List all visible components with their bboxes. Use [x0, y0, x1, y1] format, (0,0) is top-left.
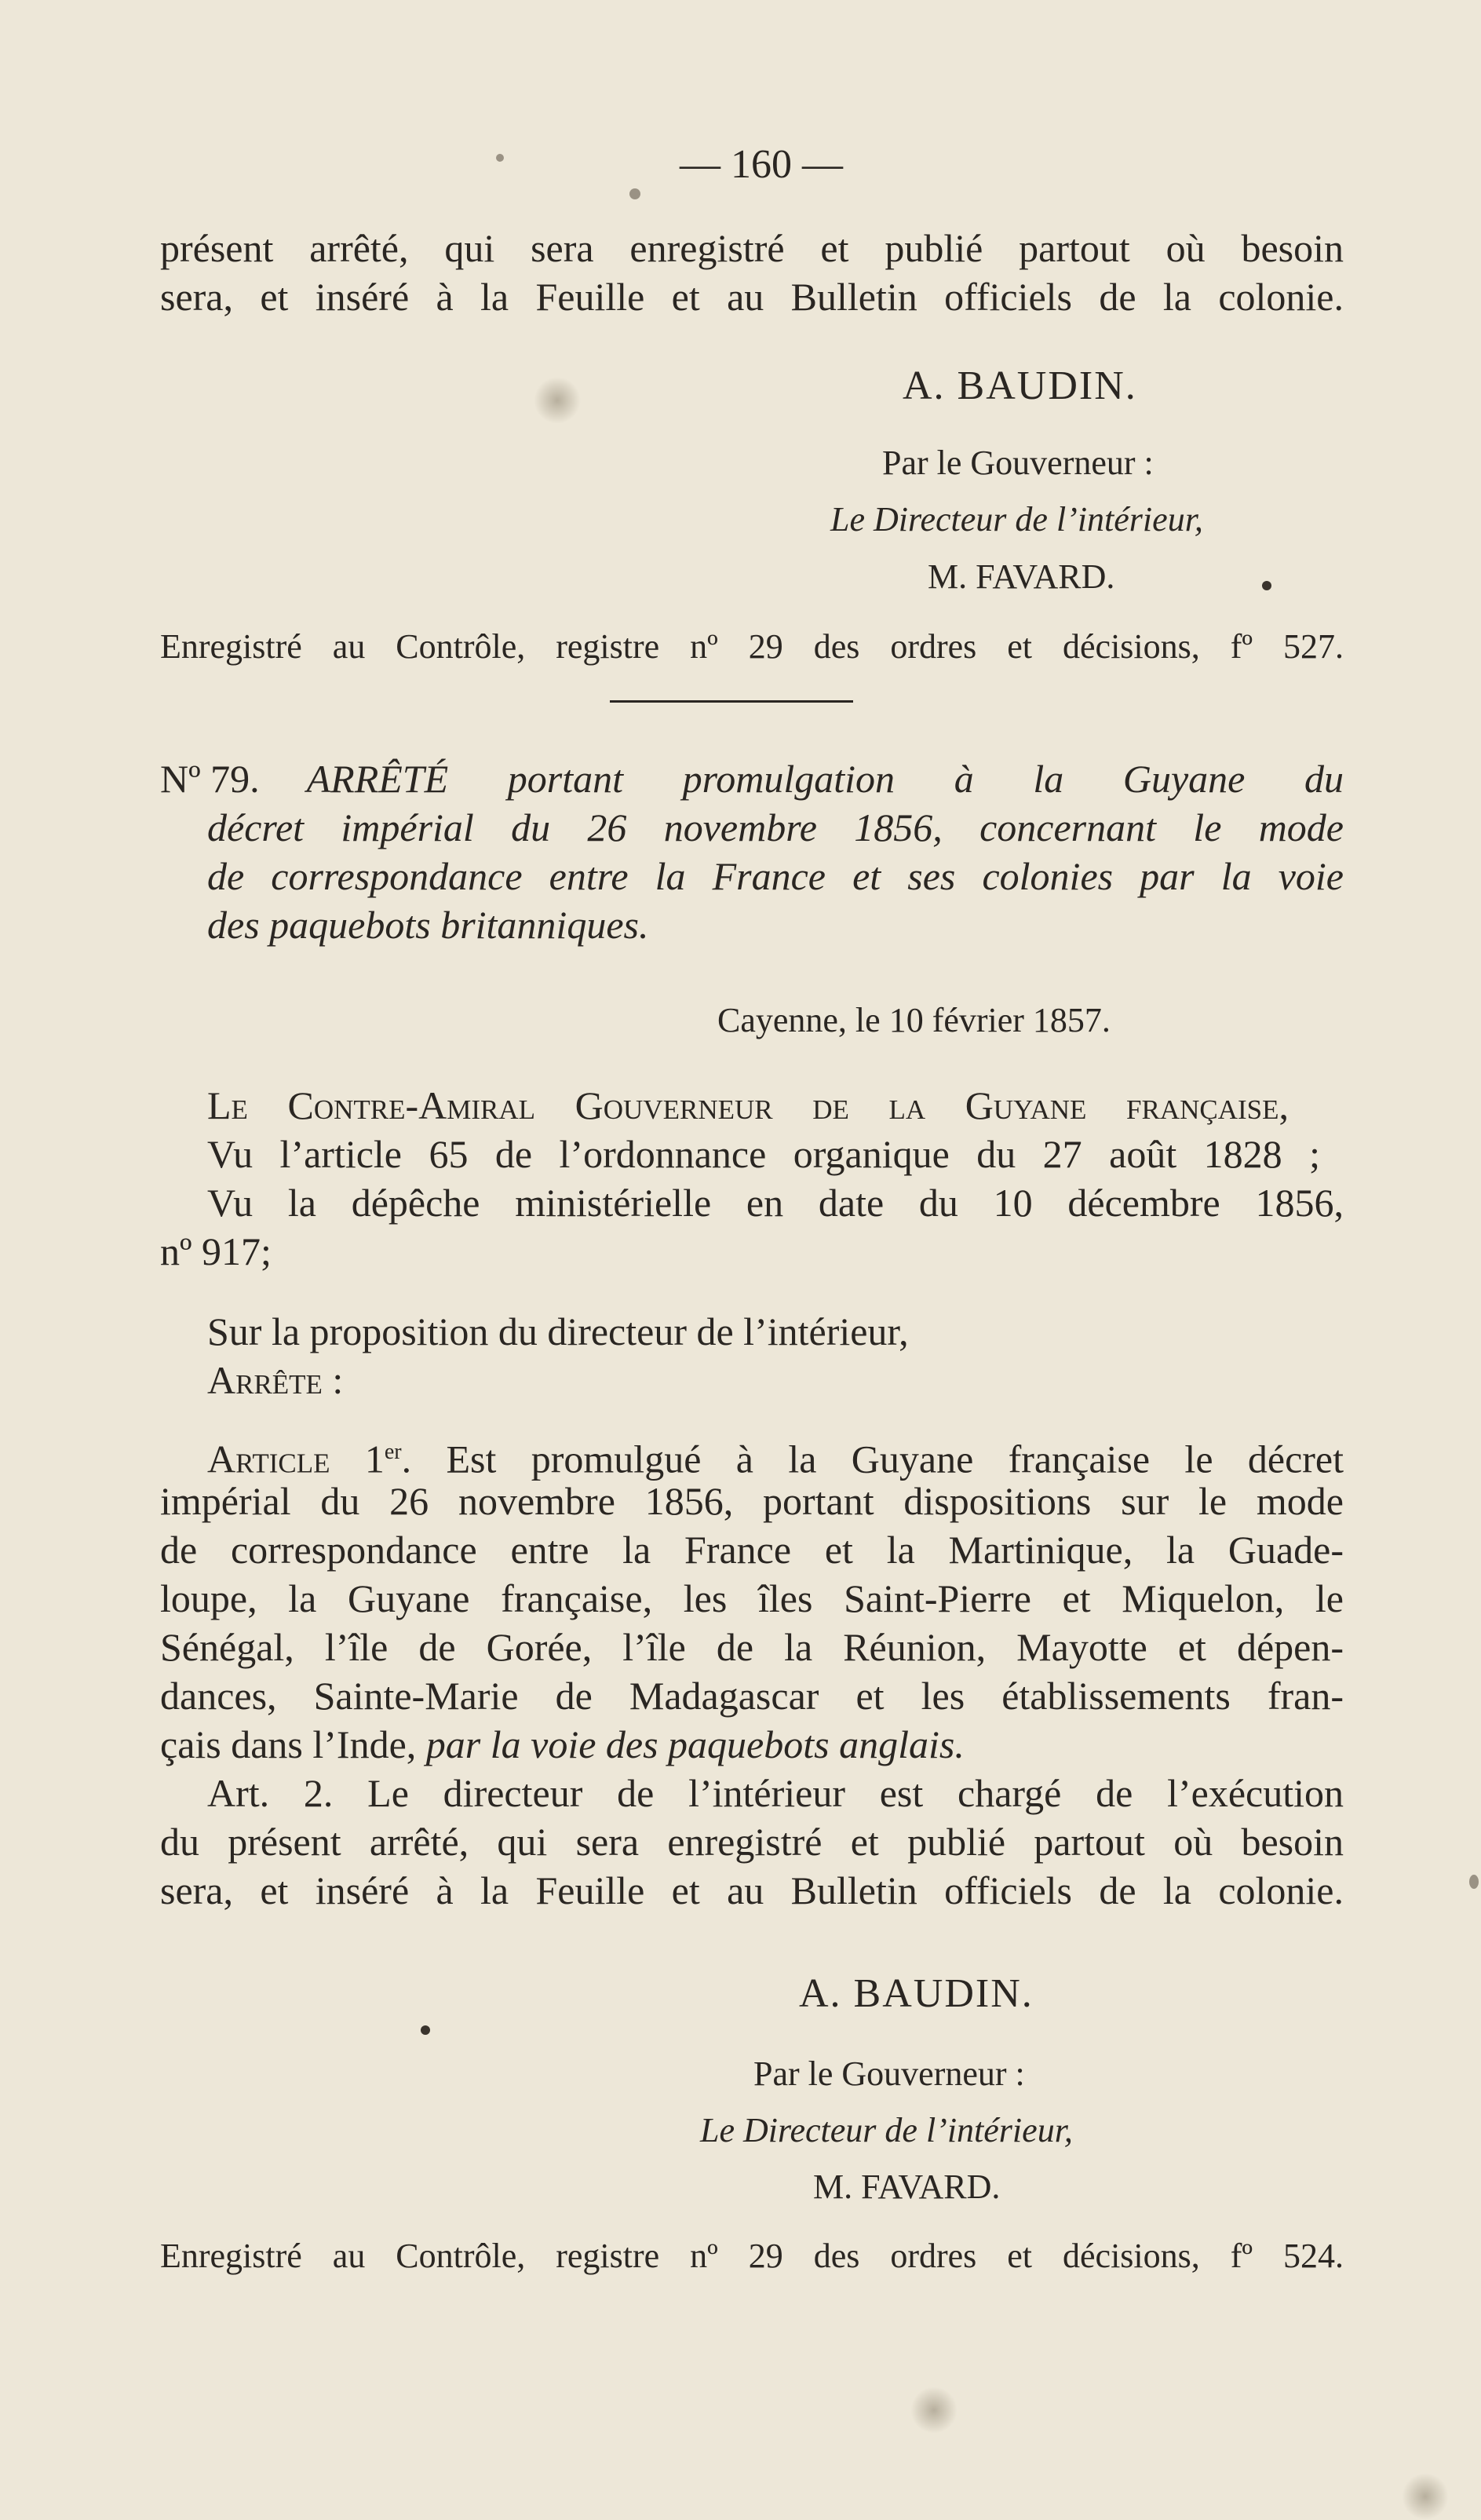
preamble-line: Le Contre-Amiral Gouverneur de la Guyane française,: [207, 1083, 1289, 1127]
director-title: Le Directeur de l’intérieur,: [830, 500, 1203, 539]
article-text: . Est promulgué à la Guyane française le décret: [401, 1437, 1344, 1481]
article-text-italic: par la voie des paquebots anglais.: [425, 1722, 965, 1766]
arrete-heading-text: ARRÊTÉ portant promulgation à la Guyane du: [306, 757, 1344, 801]
article-line: de correspondance entre la France et la Martinique, la Guade-: [160, 1528, 1344, 1572]
arrete-number: Nº 79.: [160, 757, 260, 801]
preamble-line: nº 917;: [160, 1229, 272, 1273]
article-line: [207, 1429, 1344, 1483]
ink-speck: [1469, 1875, 1479, 1889]
paper-stain: [910, 2387, 958, 2434]
preamble-line: Sur la proposition du directeur de l’intérieur,: [207, 1309, 909, 1353]
article-ordinal: er: [384, 1440, 402, 1464]
preamble-line: Vu l’article 65 de l’ordonnance organique du 27 août 1828 ;: [207, 1132, 1320, 1176]
article-line: Sénégal, l’île de Gorée, l’île de la Réunion, Mayotte et dépen-: [160, 1625, 1344, 1669]
article-line: sera, et inséré à la Feuille et au Bulletin officiels de la colonie.: [160, 1868, 1344, 1912]
signature: A. BAUDIN.: [903, 363, 1137, 408]
arrete-heading-line: [160, 755, 1344, 802]
article-number: 1: [364, 1437, 385, 1481]
place-date: Cayenne, le 10 février 1857.: [717, 1001, 1111, 1039]
page-number: — 160 —: [680, 142, 843, 187]
article-line: [160, 1721, 965, 1768]
registration-note: Enregistré au Contrôle, registre nº 29 des ordres et décisions, fº 527.: [160, 627, 1344, 666]
director-title: Le Directeur de l’intérieur,: [700, 2111, 1073, 2149]
section-divider: [610, 700, 853, 703]
arrete-heading-line: décret impérial du 26 novembre 1856, concernant le mode: [207, 805, 1344, 849]
ink-speck: [496, 154, 504, 162]
article-label: Article: [207, 1437, 330, 1481]
article-line: du présent arrêté, qui sera enregistré et publié partout où besoin: [160, 1820, 1344, 1864]
ink-speck: [629, 188, 640, 199]
article-line: dances, Sainte-Marie de Madagascar et les établissements fran-: [160, 1674, 1344, 1718]
article-line: loupe, la Guyane française, les îles Saint-Pierre et Miquelon, le: [160, 1576, 1344, 1620]
director-name: M. FAVARD.: [928, 557, 1115, 596]
article-line: impérial du 26 novembre 1856, portant dispositions sur le mode: [160, 1479, 1344, 1523]
signature: A. BAUDIN.: [799, 1971, 1034, 2016]
paper-stain: [534, 377, 581, 424]
arrete-heading-line: des paquebots britanniques.: [207, 903, 649, 947]
article-line: Art. 2. Le directeur de l’intérieur est chargé de l’exécution: [207, 1771, 1344, 1815]
article-text: çais dans l’Inde,: [160, 1722, 426, 1766]
text-line: présent arrêté, qui sera enregistré et publié partout où besoin: [160, 226, 1344, 270]
signature-authority: Par le Gouverneur :: [753, 2054, 1025, 2093]
text-line: sera, et inséré à la Feuille et au Bulletin officiels de la colonie.: [160, 275, 1344, 319]
arrete-heading-line: de correspondance entre la France et ses colonies par la voie: [207, 854, 1344, 898]
ink-speck: [1262, 581, 1271, 590]
registration-note: Enregistré au Contrôle, registre nº 29 des ordres et décisions, fº 524.: [160, 2237, 1344, 2275]
director-name: M. FAVARD.: [813, 2168, 1001, 2206]
paper-stain: [1402, 2473, 1449, 2520]
signature-authority: Par le Gouverneur :: [882, 444, 1154, 482]
preamble-line: Vu la dépêche ministérielle en date du 10 décembre 1856,: [207, 1181, 1344, 1225]
ink-speck: [421, 2025, 430, 2035]
preamble-line: Arrête :: [207, 1358, 344, 1402]
